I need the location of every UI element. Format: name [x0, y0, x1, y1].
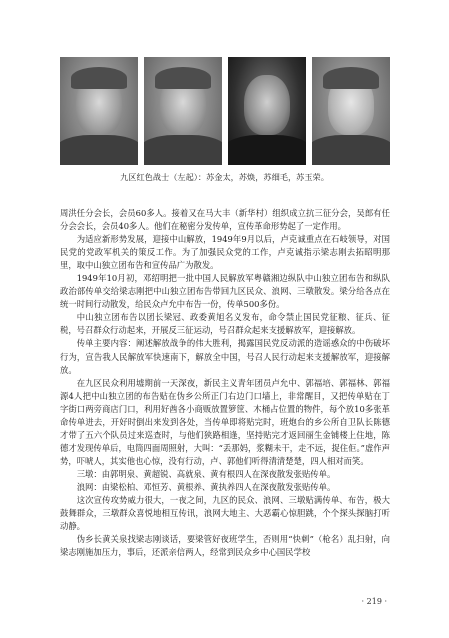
paragraph: 1949年10月初，邓绍明把一批中国人民解放军粤赣湘边纵队中山独立团布告和纵队政治部传单交给梁志刚把中山独立团布告带回九区民众、浪网、三墩散发。梁分给各点在统一时间行动散发，给民众卢允中布告一份，传单500多份。 — [60, 273, 390, 310]
paragraph: 三墩：由郭明泉、黄超锐、高就泉、黄有根四人在深夜散发张贴传单。 — [76, 468, 336, 479]
portrait-photo — [312, 57, 390, 165]
paragraph: 传单主要内容：阐述解放战争的伟大胜利，揭露国民党反动派的造谣惑众的中伤破坏行为，宣告我人民解放军快速南下，解放全中国，号召人民行动起来支援解放军，迎接解放。 — [60, 338, 390, 375]
page-number: · 219 · — [361, 597, 387, 606]
portrait-photo — [228, 57, 306, 165]
portrait-photo — [144, 57, 222, 165]
paragraph: 为适应新形势发展，迎接中山解放，1949年9月以后，卢克诚重点在石岐领导，对国民党的党政军机关的策反工作。为了加强民众党的工作，卢克诚指示梁志刚去拓昭明那里，取中山独立团布告和宣传品广为散发。 — [60, 234, 390, 271]
paragraph: 周洪任分会长，会员60多人。接着又在马大丰（新华村）组织成立抗三征分会，吴郎有任分会会长，会员40多人。他们在秘密分发传单，宣传革命形势起了一定作用。 — [60, 208, 390, 232]
photo-caption: 九区红色战士（左起）：苏金太，苏焕，苏细毛，苏玉荣。 — [120, 172, 329, 182]
portrait-photo-strip — [60, 57, 390, 165]
paragraph: 在九区民众利用墟期前一天深夜，新民主义青年团员卢允中、郭福培、郭福林、郭福源4人把中山独立团的布告贴在伪乡公所正门右边门口墙上，非常醒目，又把传单贴在丁字街口两旁商店门口，利用好酋各小商贩放置箩筐、木桶占位置的物件，每个放10多张革命传单进去，开好时倒出来发到各处，当传单即将贴完时，班炮台的乡公所自卫队长陈德才带了五六个队员过来巡查时，与他们狭路相逢，坚持贴完才返回丽生金铺楼上住地，陈德才发现传单后，电筒四面周照射，大叫：“丢那妈，浆糊未干，走不远，捉住佢。”虚作声势，吓唬人，其实他也心惊，没有行动，卢、郭他们听得清清楚楚，四人相对而笑。 — [60, 377, 390, 466]
body-text — [60, 207, 390, 559]
paragraph: 浪网：由梁松柏、邓恒芳、黄根养、黄执养四人在深夜散发张贴传单。 — [76, 481, 336, 492]
paragraph: 伪乡长黄关泉找梁志刚谈话，要梁管好夜班学生，否则用“快刺”（枪名）乱扫射，向梁志刚施加压力，事后，还派亲信两人，经常到民众乡中心国民学校 — [60, 534, 390, 558]
paragraph: 中山独立团布告以团长梁冠、政委黄旭名义发布，命令禁止国民党征粮、征兵、征税，号召群众行动起来，开展反三征运动，号召群众起来支援解放军，迎接解放。 — [60, 312, 390, 336]
portrait-photo — [60, 57, 138, 165]
paragraph: 这次宣传攻势威力很大，一夜之间，九区的民众、浪网、三墩贴满传单、布告，极大鼓舞群众，三墩群众喜悦地相互传讯，浪网大地主、大恶霸心惊胆跳，个个探头探脑打听动静。 — [60, 495, 390, 532]
